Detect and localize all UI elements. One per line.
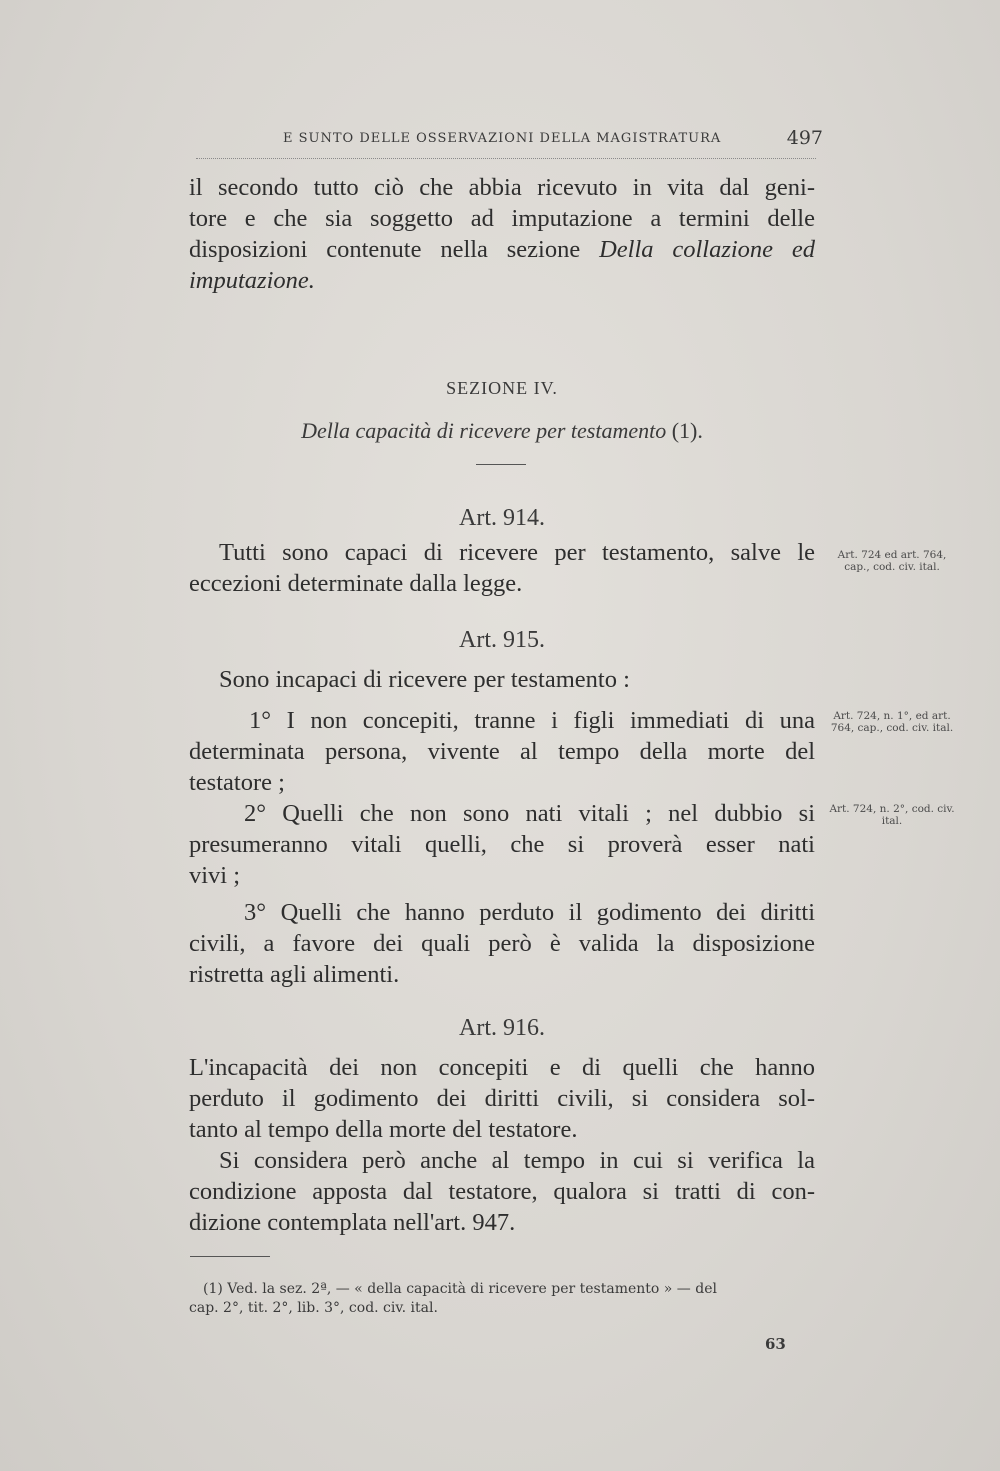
article-heading-915: Art. 915. xyxy=(459,627,545,653)
text-line: eccezioni determinate dalla legge. xyxy=(189,570,523,597)
text-line: Sono incapaci di ricevere per testamento : xyxy=(219,666,630,693)
text-line: tanto al tempo della morte del testatore. xyxy=(189,1116,578,1143)
intro-paragraph xyxy=(189,172,815,296)
running-title: E SUNTO DELLE OSSERVAZIONI DELLA MAGISTRATURA xyxy=(283,131,722,146)
text-line: 3° Quelli che hanno perduto il godimento dei diritti xyxy=(244,899,815,926)
text-line: Tutti sono capaci di ricevere per testamento, salve le xyxy=(219,539,815,566)
section-divider xyxy=(476,464,526,465)
margin-note-915-1: Art. 724, n. 1°, ed art. 764, cap., cod. civ. ital. xyxy=(830,710,954,734)
article-heading-916: Art. 916. xyxy=(459,1015,545,1041)
section-subtitle xyxy=(189,418,815,444)
article-heading-914: Art. 914. xyxy=(459,505,545,531)
text-line: dizione contemplata nell'art. 947. xyxy=(189,1209,516,1236)
footnote-line: cap. 2°, tit. 2°, lib. 3°, cod. civ. ital. xyxy=(189,1300,438,1316)
article-916-text xyxy=(189,1052,815,1238)
text-line: presumeranno vitali quelli, che si proverà esser nati xyxy=(189,831,815,858)
article-914-text xyxy=(189,537,815,599)
text-line: tore e che sia soggetto ad imputazione a termini delle xyxy=(189,205,815,232)
margin-note-914: Art. 724 ed art. 764, cap., cod. civ. ital. xyxy=(837,549,947,573)
article-915-text xyxy=(189,664,815,990)
text-line: determinata persona, vivente al tempo della morte del xyxy=(189,738,815,765)
italic-span: Della collazione ed xyxy=(599,236,816,263)
text-line xyxy=(189,234,815,265)
text-line: il secondo tutto ciò che abbia ricevuto in vita dal geni- xyxy=(189,174,815,201)
section-subtitle-italic: Della capacità di ricevere per testamento xyxy=(301,418,667,443)
footnote xyxy=(189,1280,819,1318)
section-title: SEZIONE IV. xyxy=(446,378,558,398)
text-line: 1° I non concepiti, tranne i figli immediati di una xyxy=(249,707,815,734)
signature-mark: 63 xyxy=(765,1335,786,1353)
page-number: 497 xyxy=(786,127,823,149)
footnote-line: (1) Ved. la sez. 2ª, — « della capacità di ricevere per testamento » — del xyxy=(203,1281,717,1297)
text-line: vivi ; xyxy=(189,862,241,889)
text-line: perduto il godimento dei diritti civili, si considera sol- xyxy=(189,1085,815,1112)
text-line: 2° Quelli che non sono nati vitali ; nel dubbio si xyxy=(244,800,815,827)
footnote-ref: (1). xyxy=(666,418,703,443)
text-line: testatore ; xyxy=(189,769,285,796)
text-span: disposizioni contenute nella sezione xyxy=(189,236,600,263)
header-divider xyxy=(196,158,816,159)
margin-note-915-2: Art. 724, n. 2°, cod. civ. ital. xyxy=(829,803,955,827)
text-line: Si considera però anche al tempo in cui si verifica la xyxy=(219,1147,815,1174)
text-line: L'incapacità dei non concepiti e di quelli che hanno xyxy=(189,1054,815,1081)
running-header xyxy=(283,127,823,149)
text-line: imputazione. xyxy=(189,267,315,294)
footnote-divider xyxy=(190,1256,270,1257)
text-line: condizione apposta dal testatore, qualora si tratti di con- xyxy=(189,1178,815,1205)
text-line: civili, a favore dei quali però è valida la disposizione xyxy=(189,930,815,957)
text-line: ristretta agli alimenti. xyxy=(189,961,400,988)
